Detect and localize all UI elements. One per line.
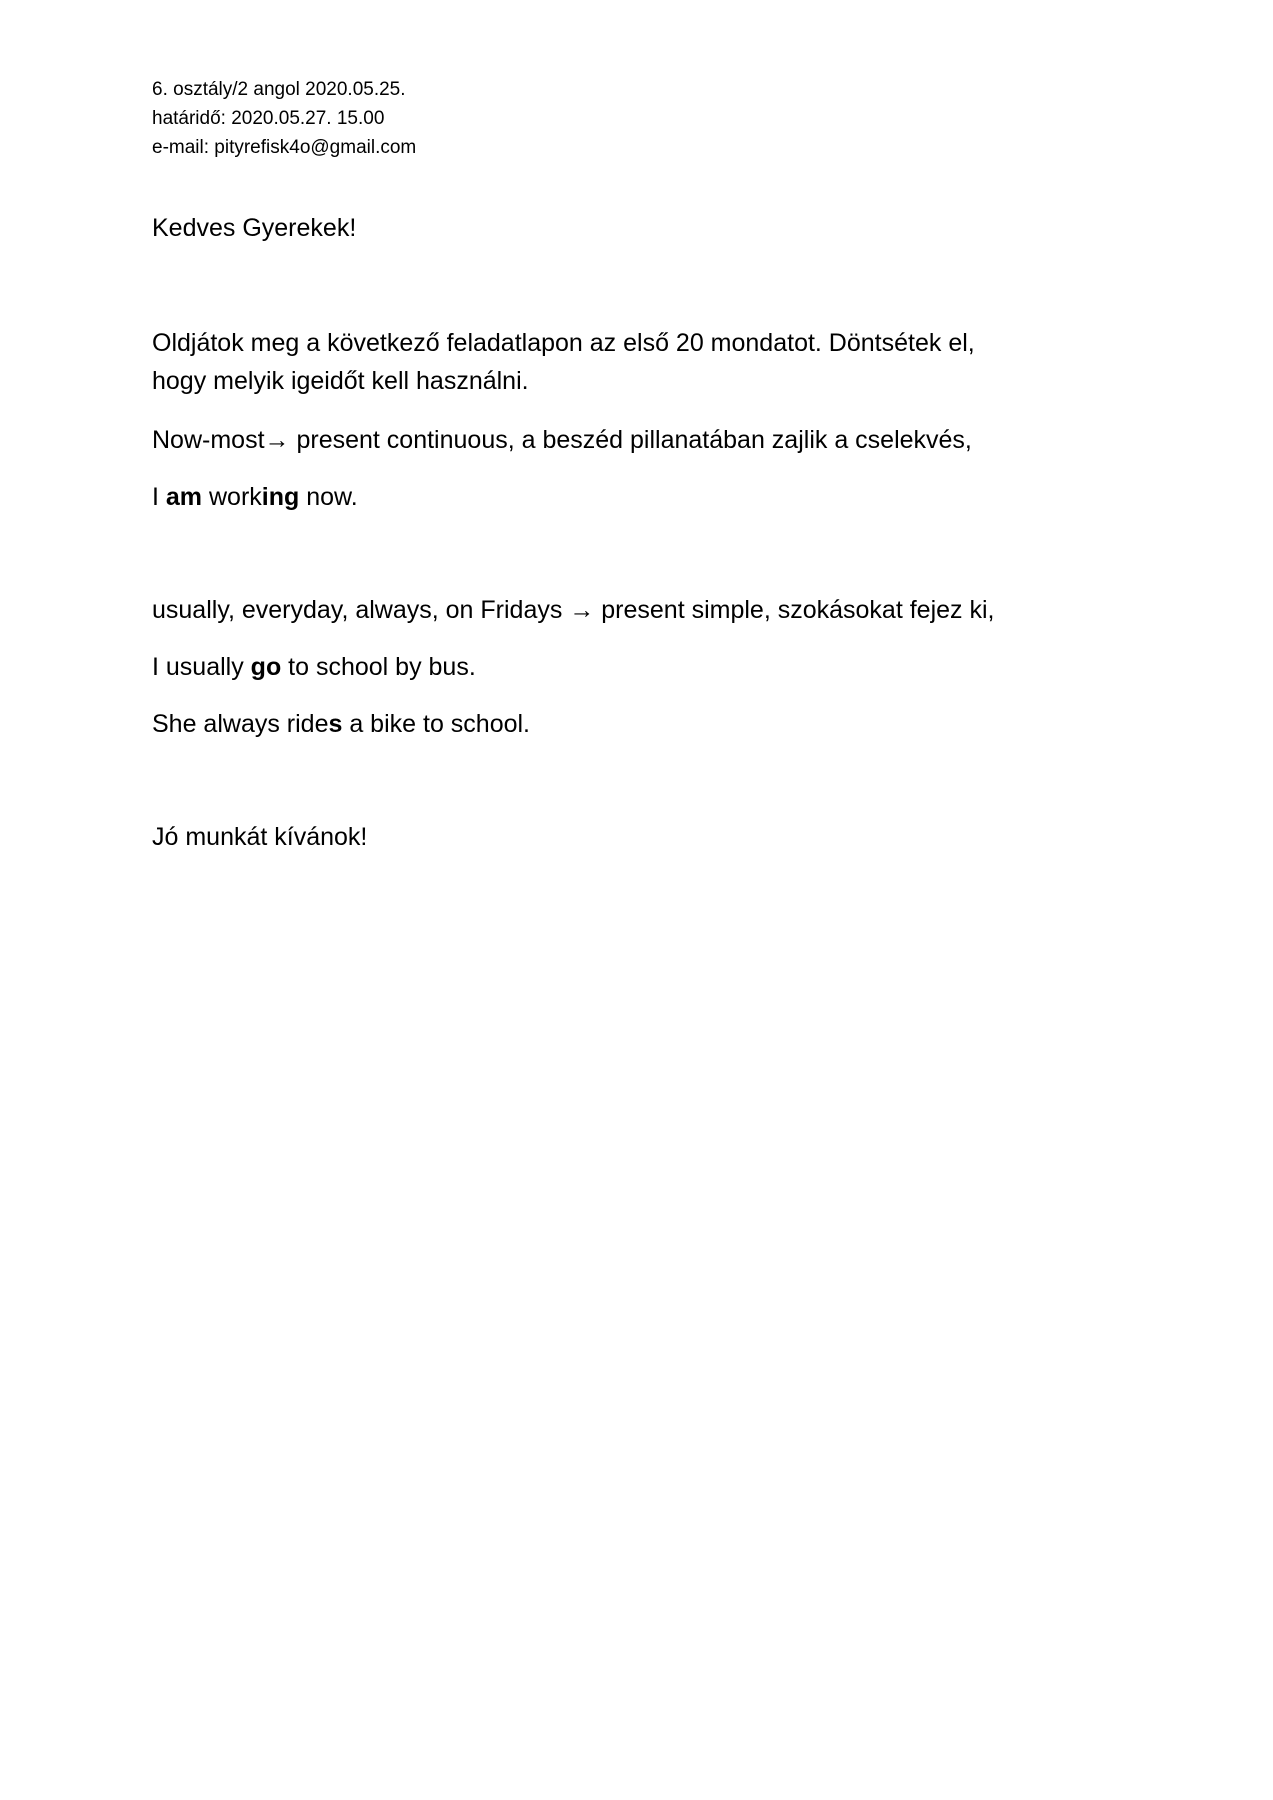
arrow-right-icon: → [264,426,290,454]
example-text: work [202,483,262,511]
example-bold: s [328,710,343,738]
example-bold: go [250,653,282,681]
greeting: Kedves Gyerekek! [152,214,357,242]
instructions-line-2: hogy melyik igeidőt kell használni. [152,367,529,395]
continuous-explanation: present continuous, a beszéd pillanatában zajlik a cselekvés, [289,426,972,454]
closing: Jó munkát kívánok! [152,823,368,851]
example-bold: ing [261,483,300,511]
example-bold: am [165,483,203,511]
simple-keywords: usually, everyday, always, on Fridays [152,596,570,624]
instructions-line-1: Oldjátok meg a következő feladatlapon az első 20 mondatot. Döntsétek el, [152,329,975,357]
example-text: I usually [152,653,251,681]
example-text: She always ride [152,710,329,738]
example-text: to school by bus. [281,653,476,681]
simple-rule [152,594,994,626]
continuous-rule [152,424,972,456]
header-class-line: 6. osztály/2 angol 2020.05.25. [152,79,406,100]
arrow-right-icon: → [569,596,595,624]
continuous-keyword: Now-most [152,426,265,454]
header-deadline-line: határidő: 2020.05.27. 15.00 [152,108,385,129]
example-text: I [152,483,166,511]
example-text: now. [299,483,358,511]
simple-example-2 [152,708,530,740]
simple-example-1 [152,651,476,683]
example-text: a bike to school. [342,710,531,738]
simple-explanation: present simple, szokásokat fejez ki, [594,596,995,624]
continuous-example [152,481,358,513]
header-email-line: e-mail: pityrefisk4o@gmail.com [152,137,417,158]
